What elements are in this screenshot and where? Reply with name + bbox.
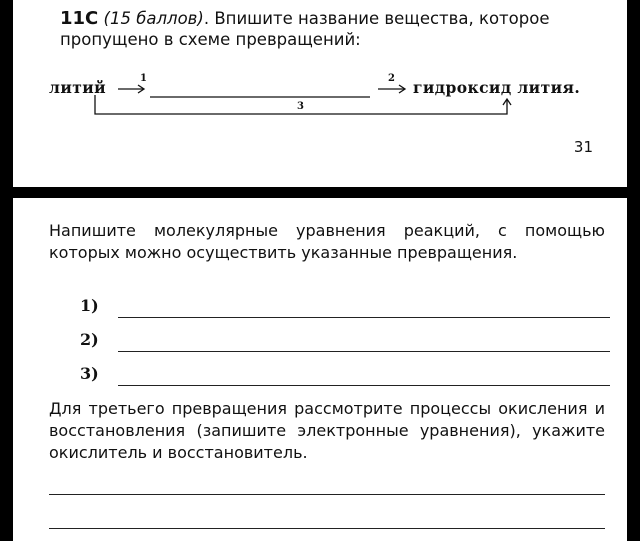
answer-row-2 xyxy=(80,330,610,354)
answer-number-1: 1) xyxy=(80,296,99,315)
answer-row-1 xyxy=(80,296,610,320)
answer-field-3[interactable] xyxy=(118,385,610,386)
question-extra: Для третьего превращения рассмотрите процессы окисления и восстановления (запишите электронные уравнения), укажите окислитель и восстановитель. xyxy=(49,399,605,462)
answer-field-1[interactable] xyxy=(118,317,610,318)
page-number: 31 xyxy=(573,138,593,156)
answer-row-3 xyxy=(80,364,610,388)
step-number-3: 3 xyxy=(297,101,304,112)
task-instruction: . Впишите название вещества, которое пропущено в схеме превращений: xyxy=(60,9,550,49)
transformation-scheme xyxy=(13,0,627,130)
scheme-arrows xyxy=(13,0,627,130)
answer-field-2[interactable] xyxy=(118,351,610,352)
answer-blank-line-2[interactable] xyxy=(49,528,605,529)
page-bottom xyxy=(13,198,627,541)
answer-number-3: 3) xyxy=(80,364,99,383)
task-number: 11C xyxy=(60,8,99,29)
page-top xyxy=(13,0,627,187)
step-number-1: 1 xyxy=(140,73,147,84)
step-number-2: 2 xyxy=(388,73,395,84)
answer-number-2: 2) xyxy=(80,330,99,349)
scheme-start: литий xyxy=(49,78,107,97)
answer-blank-line-1[interactable] xyxy=(49,494,605,495)
scheme-end: гидроксид лития. xyxy=(413,78,581,97)
task-points: (15 баллов) xyxy=(103,9,204,28)
arrow-3 xyxy=(95,95,507,114)
question-intro: Напишите молекулярные уравнения реакций, с помощью которых можно осуществить указанные превращения. xyxy=(49,221,605,262)
